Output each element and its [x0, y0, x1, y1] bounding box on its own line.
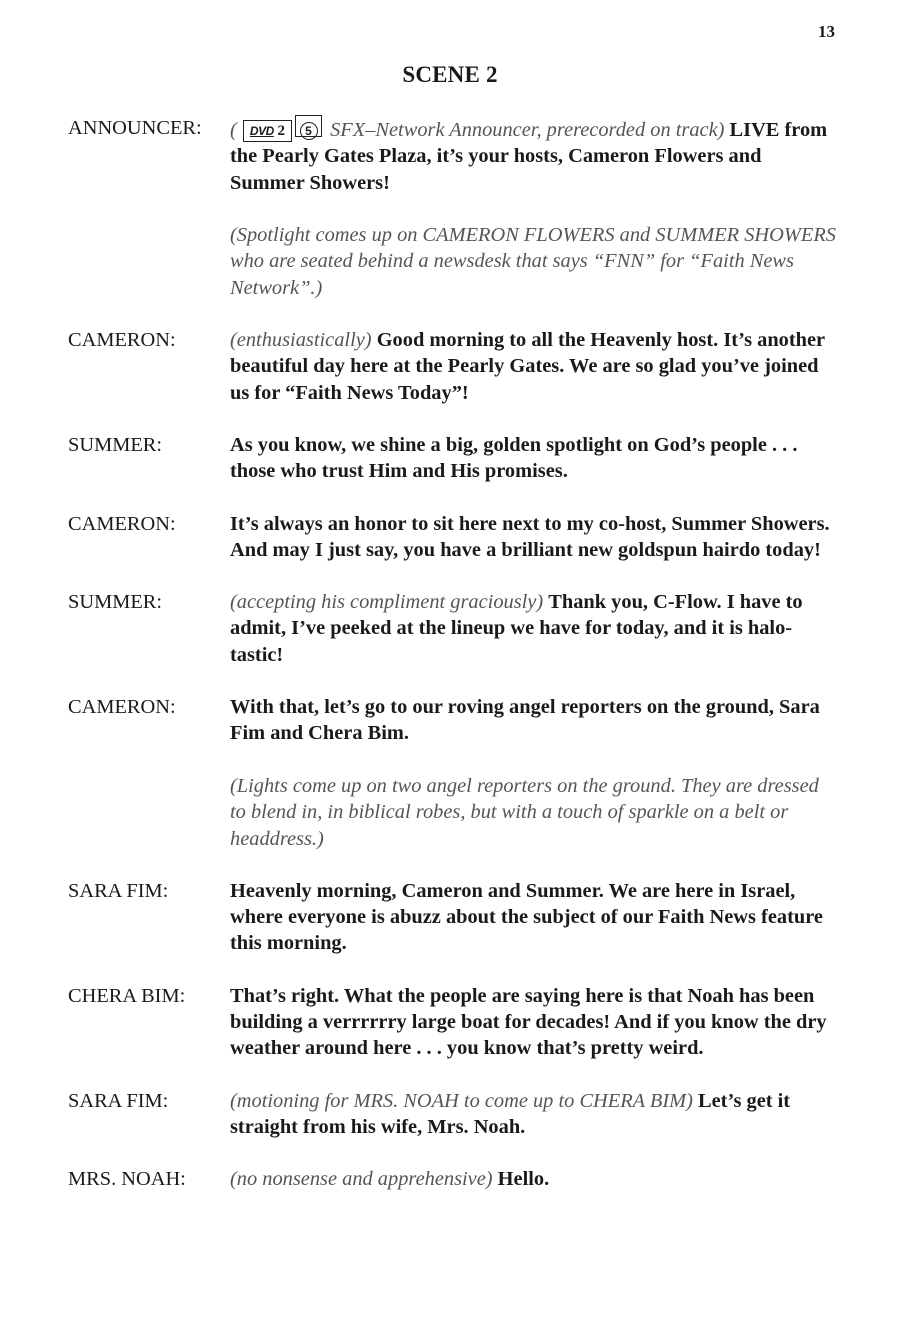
script-body	[68, 115, 838, 1219]
character-name: CAMERON:	[68, 696, 176, 719]
stage-direction: (Spotlight comes up on CAMERON FLOWERS and SUMMER SHOWERS who are seated behind a newsdesk that says “FNN” for “Faith News Network”.)	[230, 224, 836, 299]
dialogue: That’s right. What the people are saying here is that Noah has been building a verrrrrry large boat for decades! And if you know the dry weather around here . . . you know that’s pretty weird.	[230, 984, 827, 1060]
entry-content	[230, 511, 838, 564]
scene-title: SCENE 2	[402, 62, 498, 87]
stage-direction: (accepting his compliment graciously)	[230, 591, 544, 614]
script-entry-cameron	[68, 511, 838, 564]
paragraph	[230, 1088, 838, 1141]
entry-content	[230, 115, 838, 301]
character-name: CAMERON:	[68, 512, 176, 535]
dialogue: As you know, we shine a big, golden spotlight on God’s people . . . those who trust Him and His promises.	[230, 433, 798, 483]
entry-content	[230, 327, 838, 406]
dvd-number: 2	[277, 123, 285, 139]
paragraph	[230, 773, 838, 852]
character-name: CHERA BIM:	[68, 984, 186, 1007]
dialogue: Heavenly morning, Cameron and Summer. We are here in Israel, where everyone is abuzz about the subject of our Faith News feature this morning.	[230, 879, 823, 955]
paragraph	[230, 1166, 838, 1192]
stage-direction: (motioning for MRS. NOAH to come up to CHERA BIM)	[230, 1089, 693, 1112]
paragraph	[230, 432, 838, 485]
character-name: CAMERON:	[68, 329, 176, 352]
paragraph	[230, 222, 838, 301]
paragraph	[230, 327, 838, 406]
stage-direction: (enthusiastically)	[230, 329, 372, 352]
character-name: MRS. NOAH:	[68, 1168, 186, 1191]
entry-content	[230, 1166, 838, 1192]
dialogue: With that, let’s go to our roving angel reporters on the ground, Sara Fim and Chera Bim.	[230, 696, 820, 745]
paragraph	[230, 983, 838, 1062]
track-icon	[295, 115, 322, 137]
script-entry-summer	[68, 432, 838, 485]
entry-content	[230, 1088, 838, 1141]
paragraph	[230, 589, 838, 668]
dialogue: Let’s get it straight from his wife, Mrs. Noah.	[230, 1089, 791, 1138]
script-entry-cameron	[68, 327, 838, 406]
entry-content	[230, 432, 838, 485]
script-entry-sara-fim	[68, 1088, 838, 1141]
dialogue: It’s always an honor to sit here next to my co-host, Summer Showers. And may I just say, you have a brilliant new goldspun hairdo today!	[230, 512, 830, 561]
stage-direction: SFX–Network Announcer, prerecorded on track)	[330, 119, 725, 141]
dialogue: Hello.	[497, 1168, 550, 1191]
dvd-logo: DVD	[249, 124, 274, 138]
entry-content	[230, 694, 838, 852]
script-entry-summer	[68, 589, 838, 668]
dialogue: Thank you, C-Flow. I have to admit, I’ve peeked at the lineup we have for today, and it is halo-tastic!	[230, 591, 803, 666]
character-name: SUMMER:	[68, 591, 163, 614]
track-number: 5	[300, 122, 318, 140]
entry-content	[230, 983, 838, 1062]
paragraph	[230, 878, 838, 957]
dialogue: LIVE from the Pearly Gates Plaza, it’s your hosts, Cameron Flowers and Summer Showers!	[230, 119, 828, 194]
dialogue: Good morning to all the Heavenly host. It’s another beautiful day here at the Pearly Gates. We are so glad you’ve joined us for “Faith News Today”!	[230, 329, 825, 404]
script-entry-chera-bim	[68, 983, 838, 1062]
script-entry-announcer	[68, 115, 838, 301]
stage-direction: (Lights come up on two angel reporters on the ground. They are dressed to blend in, in biblical robes, but with a touch of sparkle on a belt or headdress.)	[230, 774, 819, 850]
character-name: SARA FIM:	[68, 1089, 169, 1112]
paragraph	[230, 115, 838, 196]
entry-content	[230, 589, 838, 668]
stage-direction-open: (	[230, 119, 237, 141]
stage-direction: (no nonsense and apprehensive)	[230, 1168, 493, 1191]
dvd-icon	[243, 120, 292, 142]
script-entry-cameron	[68, 694, 838, 852]
page-number: 13	[818, 22, 835, 41]
paragraph	[230, 694, 838, 747]
paragraph	[230, 511, 838, 564]
script-entry-mrs-noah	[68, 1166, 838, 1192]
character-name: ANNOUNCER:	[68, 117, 202, 139]
character-name: SUMMER:	[68, 433, 163, 456]
script-entry-sara-fim	[68, 878, 838, 957]
entry-content	[230, 878, 838, 957]
character-name: SARA FIM:	[68, 879, 169, 902]
